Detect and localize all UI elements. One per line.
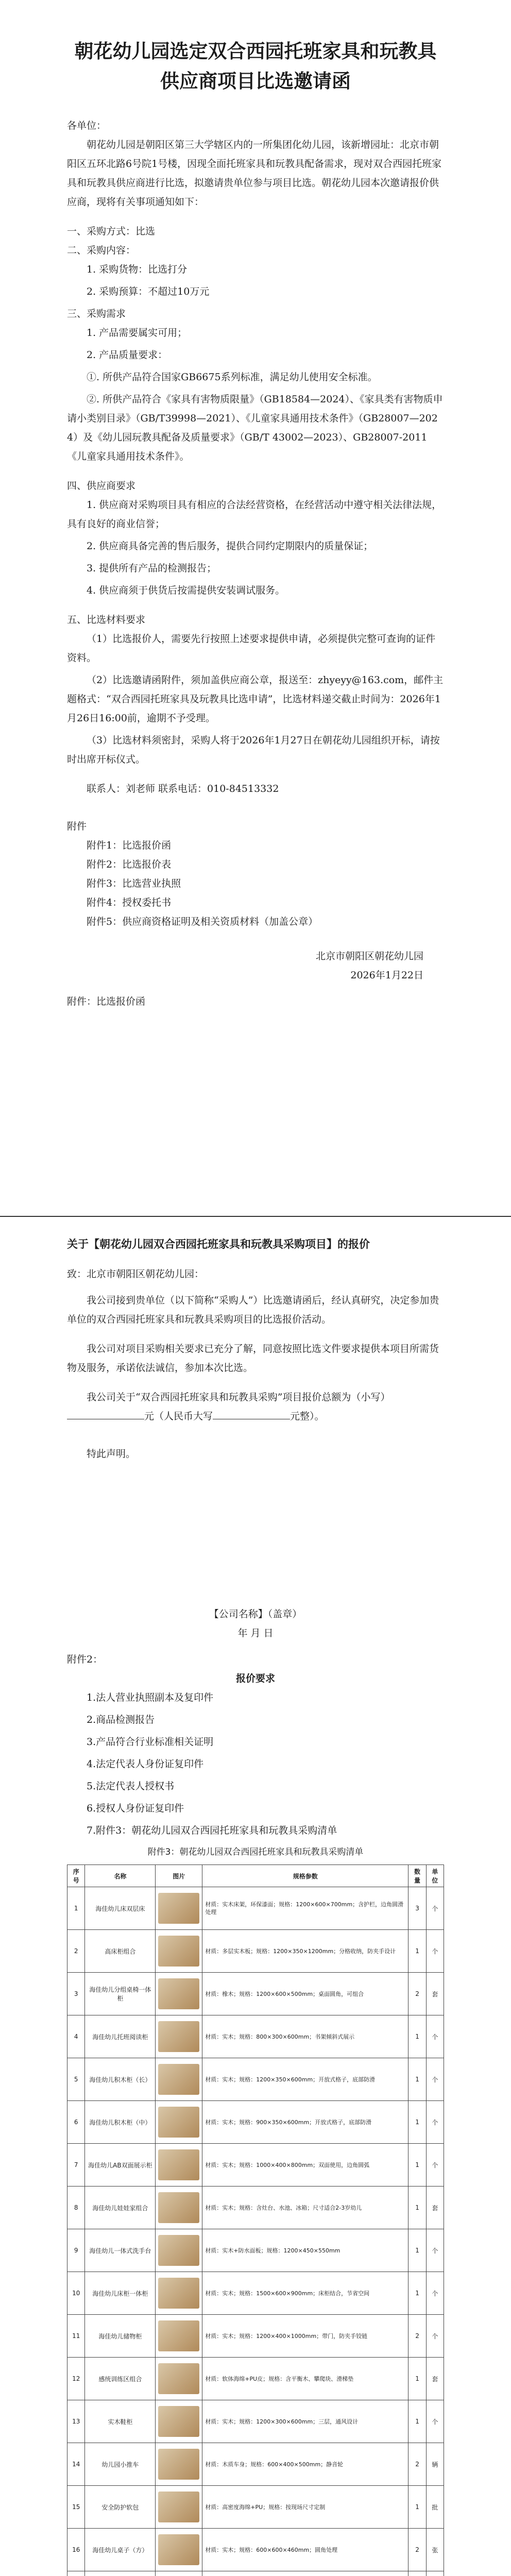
attachment-item: 附件2：比选报价表 — [87, 859, 172, 870]
reply-to: 致：北京市朝阳区朝花幼儿园： — [67, 1268, 205, 1280]
reply-section — [67, 1234, 444, 1467]
cell-spec: 材质：实木；规格：1200×300×600mm；三层，通风设计 — [202, 2400, 408, 2443]
requirement-item: 3.产品符合行业标准相关证明 — [87, 1736, 214, 1748]
cell-unit: 套 — [426, 2358, 444, 2400]
cell-image — [156, 2400, 202, 2443]
cell-spec: 材质：实木；规格：900×350×600mm；开放式格子，底部防滑 — [202, 2101, 408, 2144]
cell-name — [85, 2571, 156, 2576]
header-cell: 单位 — [426, 1865, 444, 1887]
attachment-item: 附件1：比选报价函 — [87, 840, 172, 851]
cell-name: 海佳幼儿分组桌椅一体柜 — [85, 1973, 156, 2015]
cell-spec: 材质：高密度海绵+PU；规格：按现场尺寸定制 — [202, 2486, 408, 2529]
product-image — [158, 2107, 199, 2138]
paragraph: 4. 供应商须于供货后按需提供安装调试服务。 — [87, 585, 285, 596]
product-image — [158, 2363, 199, 2394]
attachments-label: 附件 — [67, 821, 87, 832]
cell-name: 海佳幼儿储物柜 — [85, 2315, 156, 2358]
cell-spec: 材质：实木；规格：1500×600×900mm；床柜结合，节省空间 — [202, 2272, 408, 2315]
requirement-item: 2.商品检测报告 — [87, 1714, 155, 1725]
cell-no: 7 — [67, 2144, 85, 2187]
cell-name: 安全防护软包 — [85, 2486, 156, 2529]
header-cell: 规格参数 — [202, 1865, 408, 1887]
cell-unit: 个 — [426, 2015, 444, 2058]
paragraph: （1）比选报价人，需要先行按照上述要求提供申请，必须提供完整可查询的证件资料。 — [67, 633, 436, 664]
table-row — [67, 1930, 444, 1973]
cell-no: 3 — [67, 1973, 85, 2015]
table-row — [67, 2144, 444, 2187]
cell-name: 海佳幼儿积木柜（长） — [85, 2058, 156, 2101]
requirement-item: 4.法定代表人身份证复印件 — [87, 1758, 204, 1770]
cell-spec: 材质：实木；规格：含灶台、水池、冰箱；尺寸适合2-3岁幼儿 — [202, 2187, 408, 2229]
table-row — [67, 2486, 444, 2529]
product-image — [158, 2534, 199, 2565]
cell-image — [156, 2358, 202, 2400]
declaration: 特此声明。 — [87, 1448, 136, 1460]
cell-spec: 材质：实木+防水面板；规格：1200×450×550mm — [202, 2229, 408, 2272]
cell-spec: 材质：软体海绵+PU皮；规格：含平衡木、攀爬块、滑梯垫 — [202, 2358, 408, 2400]
cell-image — [156, 2058, 202, 2101]
procurement-table — [67, 1865, 444, 2576]
cell-spec: 材质：多层实木板；规格：1200×350×1200mm；分格收纳，防夹手设计 — [202, 1930, 408, 1973]
paragraph: 1. 供应商对采购项目具有相应的合法经营资格，在经营活动中遵守相关法律法规，具有良好的商业信誉； — [67, 499, 442, 530]
cell-qty — [408, 2571, 426, 2576]
product-image — [158, 2320, 199, 2351]
cell-spec: 材质：实木；规格：800×300×600mm；书架倾斜式展示 — [202, 2015, 408, 2058]
signature-org: 北京市朝阳区朝花幼儿园 — [315, 951, 423, 962]
cell-unit: 个 — [426, 2144, 444, 2187]
cell-qty: 2 — [408, 2443, 426, 2486]
table-header-row — [67, 1865, 444, 1887]
cell-spec: 材质：实木；规格：1200×400×1000mm；带门，防夹手铰链 — [202, 2315, 408, 2358]
product-image — [158, 1936, 199, 1967]
table-row — [67, 2101, 444, 2144]
paragraph: 1. 采购货物：比选打分 — [87, 264, 188, 275]
cell-no: 10 — [67, 2272, 85, 2315]
attachment-top-label: 附件：比选报价函 — [67, 996, 146, 1007]
reply-title: 关于【朝花幼儿园双合西园托班家具和玩教具采购项目】的报价 — [67, 1238, 370, 1250]
product-image — [158, 2235, 199, 2266]
paragraph: 2. 供应商具备完善的售后服务，提供合同约定期限内的质量保证； — [87, 540, 373, 552]
product-image — [158, 2021, 199, 2052]
header-cell: 序号 — [67, 1865, 85, 1887]
cell-no: 9 — [67, 2229, 85, 2272]
table-row — [67, 2571, 444, 2576]
cell-qty: 1 — [408, 2400, 426, 2443]
cell-image — [156, 2144, 202, 2187]
section-heading: 三、采购需求 — [67, 308, 126, 319]
cell-unit: 辆 — [426, 2443, 444, 2486]
attachment-item: 附件3：比选营业执照 — [87, 878, 181, 889]
cell-unit: 个 — [426, 1930, 444, 1973]
product-image — [158, 2406, 199, 2437]
table-row — [67, 2272, 444, 2315]
cell-name: 海佳幼儿一体式洗手台 — [85, 2229, 156, 2272]
contact-line: 联系人：刘老师 联系电话：010-84513332 — [87, 783, 279, 794]
cell-unit: 个 — [426, 2229, 444, 2272]
cell-name: 海佳幼儿积木柜（中） — [85, 2101, 156, 2144]
table-row — [67, 1973, 444, 2015]
cell-qty: 2 — [408, 1973, 426, 2015]
paragraph: 2. 采购预算：不超过10万元 — [87, 286, 210, 297]
product-image — [158, 2492, 199, 2522]
requirement-item: 6.授权人身份证复印件 — [87, 1803, 184, 1814]
table-row — [67, 2058, 444, 2101]
cell-spec: 材质：实木；规格：1200×350×600mm；开放式格子，底部防滑 — [202, 2058, 408, 2101]
cell-spec: 材质：实木床架，环保漆面；规格：1200×600×700mm；含护栏，边角圆滑处理 — [202, 1887, 408, 1930]
cell-qty: 2 — [408, 2529, 426, 2571]
cell-qty: 1 — [408, 2358, 426, 2400]
cell-image — [156, 2015, 202, 2058]
invitation-section — [67, 36, 444, 1011]
page-title: 朝花幼儿园选定双合西园托班家具和玩教具供应商项目比选邀请函 — [74, 40, 437, 92]
section-divider — [0, 1216, 511, 1217]
header-cell: 图片 — [156, 1865, 202, 1887]
cell-no: 6 — [67, 2101, 85, 2144]
requirement-item: 1.法人营业执照副本及复印件 — [87, 1692, 214, 1703]
cell-spec: 材质：实木；规格：600×600×460mm；圆角处理 — [202, 2529, 408, 2571]
cell-image — [156, 2315, 202, 2358]
cell-spec: 材质：实木；规格：1000×400×800mm；双面使用，边角圆弧 — [202, 2144, 408, 2187]
cell-no: 8 — [67, 2187, 85, 2229]
cell-image — [156, 2571, 202, 2576]
table-row — [67, 2400, 444, 2443]
cell-name: 高床柜组合 — [85, 1930, 156, 1973]
table-body — [67, 1887, 444, 2576]
cell-name: 感统训练区组合 — [85, 2358, 156, 2400]
signature-date: 2026年1月22日 — [350, 970, 423, 981]
cell-name: 海佳幼儿床柜一体柜 — [85, 2272, 156, 2315]
price-line: 我公司关于“双合西园托班家具和玩教具采购”项目报价总额为（小写）元（人民币大写 元整）。 — [67, 1388, 444, 1426]
product-image — [158, 1978, 199, 2009]
cell-image — [156, 2187, 202, 2229]
cell-unit — [426, 2571, 444, 2576]
cell-no: 15 — [67, 2486, 85, 2529]
product-image — [158, 2449, 199, 2480]
paragraph: ①. 所供产品符合国家GB6675系列标准，满足幼儿使用安全标准。 — [87, 371, 378, 383]
section-heading: 四、供应商要求 — [67, 480, 136, 492]
cell-qty: 1 — [408, 1930, 426, 1973]
price-table-caption: 附件3：朝花幼儿园双合西园托班家具和玩教具采购清单 — [147, 1847, 364, 1857]
table-row — [67, 2229, 444, 2272]
cell-name: 海佳幼儿AB双面展示柜 — [85, 2144, 156, 2187]
header-cell: 名称 — [85, 1865, 156, 1887]
cell-image — [156, 2529, 202, 2571]
cell-no: 12 — [67, 2358, 85, 2400]
cell-image — [156, 2272, 202, 2315]
cell-no — [67, 2571, 85, 2576]
cell-unit: 套 — [426, 1973, 444, 2015]
paragraph: 1. 产品需要属实可用； — [87, 327, 188, 338]
cell-qty: 1 — [408, 2272, 426, 2315]
attachment-item: 附件5：供应商资格证明及相关资质材料（加盖公章） — [87, 916, 318, 927]
product-image — [158, 1893, 199, 1924]
cell-qty: 1 — [408, 2015, 426, 2058]
cell-qty: 1 — [408, 2486, 426, 2529]
table-row — [67, 2015, 444, 2058]
cell-spec: 材质：木质车身；规格：600×400×500mm；静音轮 — [202, 2443, 408, 2486]
reply-paragraph: 我公司接到贵单位（以下简称“采购人”）比选邀请函后，经认真研究，决定参加贵单位的双合西园托班家具和玩教具采购项目的比选报价活动。 — [67, 1295, 439, 1325]
company-seal-line: 【公司名称】（盖章） — [209, 1608, 302, 1620]
product-image — [158, 2278, 199, 2309]
product-image — [158, 2064, 199, 2095]
product-image — [158, 2192, 199, 2223]
cell-no: 1 — [67, 1887, 85, 1930]
form-section — [67, 1605, 444, 2576]
intro-paragraph: 朝花幼儿园是朝阳区第三大学辖区内的一所集团化幼儿园，该新增园址：北京市朝阳区五环北路6号院1号楼，因现全面托班家具和玩教具配备需求，现对双合西园托班家具和玩教具供应商进行比选，拟邀请贵单位参与项目比选。朝花幼儿园本次邀请报价供应商，现将有关事项通知如下： — [67, 139, 442, 208]
cell-spec — [202, 2571, 408, 2576]
cell-unit: 张 — [426, 2529, 444, 2571]
cell-no: 11 — [67, 2315, 85, 2358]
cell-qty: 1 — [408, 2144, 426, 2187]
cell-image — [156, 1887, 202, 1930]
cell-unit: 个 — [426, 2315, 444, 2358]
addressee: 各单位： — [67, 120, 107, 131]
cell-name: 海佳幼儿桌子（方） — [85, 2529, 156, 2571]
paragraph: （2）比选邀请函附件，须加盖供应商公章，报送至：zhyeyy@163.com，邮件主题格式：“双合西园托班家具及玩教具比选申请”，比选材料递交截止时间为：2026年1月26日16:00前，逾期不予受理。 — [67, 674, 444, 724]
attachment-item: 附件4：授权委托书 — [87, 897, 172, 908]
cell-image — [156, 1930, 202, 1973]
cell-name: 海佳幼儿托班阅读柜 — [85, 2015, 156, 2058]
cell-no: 4 — [67, 2015, 85, 2058]
reply-paragraph: 我公司对项目采购相关要求已充分了解，同意按照比选文件要求提供本项目所需货物及服务，承诺依法诚信，参加本次比选。 — [67, 1343, 439, 1374]
form-date: 年 月 日 — [237, 1628, 274, 1639]
cell-qty: 1 — [408, 2229, 426, 2272]
cell-spec: 材质：橡木；规格：1200×600×500mm；桌面圆角，可组合 — [202, 1973, 408, 2015]
paragraph: ②. 所供产品符合《家具有害物质限量》（GB18584—2024）、《家具类有害物质申请小类别目录》（GB/T39998—2021）、《儿童家具通用技术条件》（GB28007—2024）及《幼儿园玩教具配备及质量要求》（GB/T 43002—2023）、GB28007-2011《儿童家具通用技术条件》。 — [67, 394, 443, 462]
cell-no: 13 — [67, 2400, 85, 2443]
attachment-2-label: 附件2： — [67, 1654, 103, 1665]
paragraph: （3）比选材料须密封，采购人将于2026年1月27日在朝花幼儿园组织开标，请按时出席开标仪式。 — [67, 735, 440, 765]
requirement-item: 7.附件3：朝花幼儿园双合西园托班家具和玩教具采购清单 — [87, 1825, 337, 1836]
table-row — [67, 1887, 444, 1930]
paragraph: 3. 提供所有产品的检测报告； — [87, 563, 217, 574]
cell-no: 14 — [67, 2443, 85, 2486]
cell-unit: 个 — [426, 2272, 444, 2315]
table-row — [67, 2315, 444, 2358]
product-image — [158, 2149, 199, 2180]
table-row — [67, 2358, 444, 2400]
section-heading: 一、采购方式：比选 — [67, 226, 156, 237]
cell-unit: 个 — [426, 2058, 444, 2101]
cell-unit: 个 — [426, 2101, 444, 2144]
cell-unit: 批 — [426, 2486, 444, 2529]
cell-name: 实木鞋柜 — [85, 2400, 156, 2443]
requirement-item: 5.法定代表人授权书 — [87, 1781, 175, 1792]
paragraph: 2. 产品质量要求： — [87, 349, 168, 361]
cell-no: 2 — [67, 1930, 85, 1973]
header-cell: 数量 — [408, 1865, 426, 1887]
cell-no: 5 — [67, 2058, 85, 2101]
cell-image — [156, 2486, 202, 2529]
cell-qty: 3 — [408, 1887, 426, 1930]
table-row — [67, 2187, 444, 2229]
cell-name: 海佳幼儿娃娃家组合 — [85, 2187, 156, 2229]
cell-no: 16 — [67, 2529, 85, 2571]
requirements-title: 报价要求 — [235, 1673, 275, 1684]
section-heading: 五、比选材料要求 — [67, 614, 146, 625]
cell-image — [156, 1973, 202, 2015]
cell-unit: 套 — [426, 2187, 444, 2229]
cell-image — [156, 2101, 202, 2144]
cell-qty: 1 — [408, 2187, 426, 2229]
cell-name: 幼儿园小推车 — [85, 2443, 156, 2486]
cell-image — [156, 2443, 202, 2486]
cell-name: 海佳幼儿床双层床 — [85, 1887, 156, 1930]
cell-qty: 2 — [408, 2315, 426, 2358]
cell-qty: 1 — [408, 2101, 426, 2144]
cell-qty: 1 — [408, 2058, 426, 2101]
cell-unit: 个 — [426, 1887, 444, 1930]
table-row — [67, 2529, 444, 2571]
cell-image — [156, 2229, 202, 2272]
cell-unit: 个 — [426, 2400, 444, 2443]
table-row — [67, 2443, 444, 2486]
section-heading: 二、采购内容： — [67, 245, 136, 256]
